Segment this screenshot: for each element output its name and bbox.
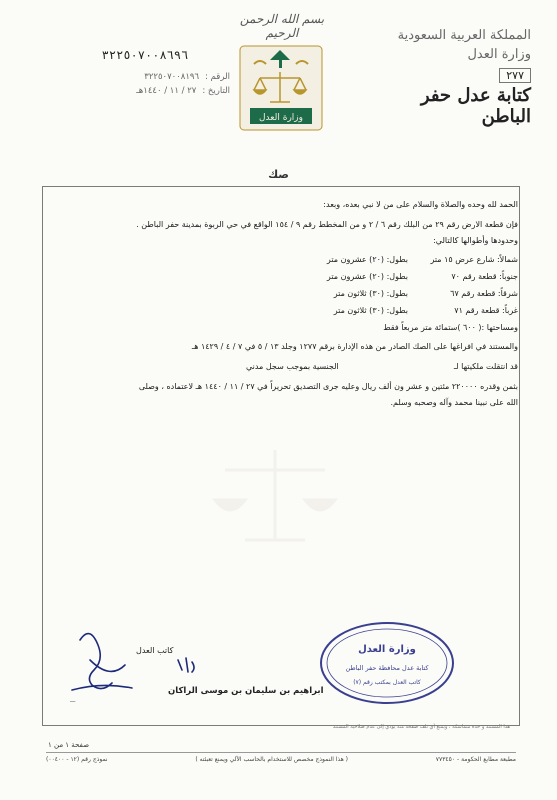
document-title: صك bbox=[268, 168, 289, 181]
footer-note: هذا المستند و حدة متماسكة ، ويمنع أي تلف صفحة منه يؤدي إلى عدم صلاحية المستند bbox=[332, 724, 510, 730]
boundary-row-south bbox=[52, 271, 518, 284]
clerk-title: كاتب العدل bbox=[136, 646, 174, 655]
reference-value: ٣٢٢٥٠٧٠٠٨١٩٦ bbox=[144, 72, 200, 82]
boundary-direction: غرباً: قطعة رقم ٧١ bbox=[454, 305, 518, 315]
stamp-line-3: كاتب العدل بمكتب رقم (٧) bbox=[353, 679, 421, 686]
official-stamp-icon bbox=[318, 620, 456, 706]
printer-info: مطبعة مطابع الحكومة - ٧٧٣٤٥٠ bbox=[435, 756, 516, 763]
date-row bbox=[60, 86, 230, 96]
deed-body bbox=[52, 199, 518, 413]
transfer-tail: الجنسية بموجب سجل مدني bbox=[245, 362, 339, 372]
date-label: التاريخ : bbox=[202, 86, 230, 96]
ministry-name: وزارة العدل bbox=[467, 47, 531, 62]
basis-line: والمستند في افراغها على الصك الصادر من هذه الإدارة برقم ١٢٧٧ وجلد ١٣ / ٥ في ٧ / ٤ / ١٤٢٩ هـ bbox=[191, 342, 518, 352]
boundary-row-west bbox=[52, 305, 518, 318]
kingdom-name: المملكة العربية السعودية bbox=[397, 28, 531, 43]
boundary-direction: جنوباً: قطعة رقم ٧٠ bbox=[451, 272, 518, 282]
emblem-caption: وزارة العدل bbox=[259, 113, 303, 123]
area-line: ومساحتها :( ٦٠٠ )ستمائة متر مربعاً فقط bbox=[383, 322, 518, 332]
signer-name: ابراهيم بن سليمان بن موسى الراكان bbox=[168, 686, 324, 696]
page-number: صفحة ١ من ١ bbox=[48, 741, 90, 749]
office-number: ٢٧٧ bbox=[499, 68, 531, 83]
boundary-direction: شمالاً: شارع عرض ١٥ متر bbox=[430, 255, 518, 265]
boundary-row-east bbox=[52, 288, 518, 301]
header-left-block bbox=[60, 48, 230, 96]
transfer-line bbox=[52, 361, 518, 374]
office-name: كتابة عدل حفر الباطن bbox=[420, 85, 531, 127]
reference-label: الرقم : bbox=[205, 72, 230, 82]
boundaries-intro: وحدودها وأطوالها كالتالي: bbox=[433, 235, 518, 245]
barcode-number: ٣٢٢٥٠٧٠٠٨٦٩٦ bbox=[101, 48, 189, 62]
ministry-emblem-logo bbox=[236, 44, 326, 132]
form-warning: ( هذا النموذج مخصص للاستخدام بالحاسب الآلي ويمنع تعبئته ) bbox=[195, 756, 349, 763]
intro-paragraph: فإن قطعة الارض رقم ٢٩ من البلك رقم ٦ / ٢ و من المخطط رقم ٩ / ١٥٤ الواقع في حي الربوة بمدينة حفر الباطن . bbox=[136, 219, 518, 229]
boundary-length: بطول: (٢٠) عشرون متر bbox=[326, 255, 408, 265]
header-right-block bbox=[371, 28, 531, 127]
price-line: بثمن وقدره ٢٢٠٠٠٠ مئتين و عشر ون ألف ريال وعليه جرى التصديق تحريراً في ٢٧ / ١١ / ١٤٤٠ هـ لاعتماده ، وصلى bbox=[138, 381, 518, 391]
form-number: نموذج رقم (١٢ - ٠٠٤٠٠) bbox=[46, 756, 108, 763]
stamp-line-2: كتابة عدل محافظة حفر الباطن bbox=[345, 664, 429, 672]
footer-row bbox=[46, 756, 516, 763]
boundary-length: بطول: (٢٠) عشرون متر bbox=[326, 272, 408, 282]
boundary-length: بطول: (٣٠) ثلاثون متر bbox=[333, 305, 408, 315]
reference-row bbox=[60, 72, 230, 82]
watermark-emblem-icon bbox=[200, 440, 350, 560]
opening-line: الحمد لله وحده والصلاة والسلام على من لا نبي بعده، وبعد: bbox=[323, 200, 518, 209]
transfer-text: قد انتقلت ملكيتها لـ bbox=[453, 362, 518, 372]
svg-text:ـــ: ـــ bbox=[70, 697, 76, 704]
stamp-line-1: وزارة العدل bbox=[358, 644, 416, 655]
boundary-length: بطول: (٣٠) ثلاثون متر bbox=[333, 288, 408, 298]
footer-divider bbox=[46, 752, 516, 753]
date-value: ٢٧ / ١١ / ١٤٤٠هـ bbox=[136, 86, 197, 96]
closing-line: الله على نبينا محمد وآله وصحبه وسلم. bbox=[390, 397, 518, 407]
basmala-calligraphy: بسم الله الرحمن الرحيم bbox=[239, 12, 325, 40]
boundary-row-north bbox=[52, 254, 518, 267]
handwritten-signature-icon bbox=[60, 620, 260, 710]
boundary-direction: شرقاً: قطعة رقم ٦٧ bbox=[450, 288, 518, 298]
